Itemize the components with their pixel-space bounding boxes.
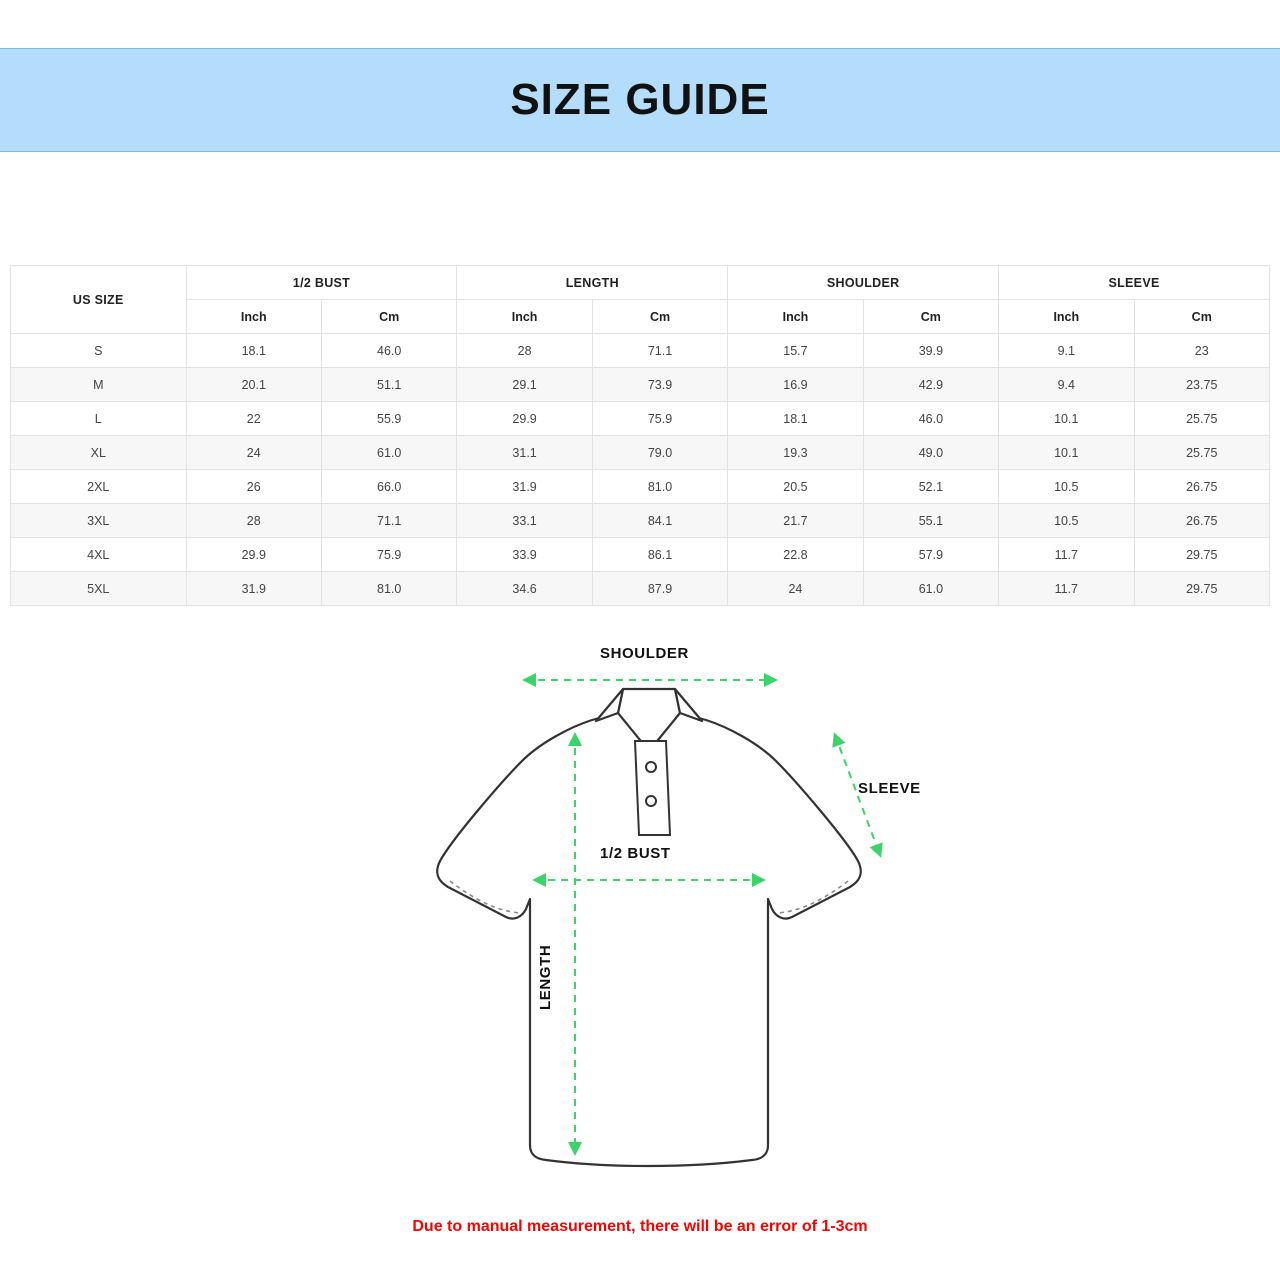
cell-shoulder-inch: 21.7 [728,504,863,538]
cell-length-cm: 73.9 [592,368,727,402]
cell-bust-inch: 22 [186,402,321,436]
cell-sleeve-inch: 10.1 [999,436,1134,470]
cell-sleeve-cm: 26.75 [1134,504,1270,538]
cell-sleeve-cm: 26.75 [1134,470,1270,504]
cell-bust-inch: 28 [186,504,321,538]
size-table-body [11,334,1270,606]
cell-bust-cm: 81.0 [321,572,456,606]
header-us-size: US SIZE [11,266,187,334]
cell-sleeve-inch: 10.1 [999,402,1134,436]
cell-shoulder-cm: 46.0 [863,402,998,436]
cell-length-cm: 87.9 [592,572,727,606]
polo-shirt-diagram [380,625,940,1185]
unit-length-inch: Inch [457,300,592,334]
table-row [11,504,1270,538]
cell-shoulder-cm: 42.9 [863,368,998,402]
cell-size: L [11,402,187,436]
cell-size: XL [11,436,187,470]
table-row [11,538,1270,572]
sleeve-label: SLEEVE [858,780,921,797]
table-row [11,572,1270,606]
cell-length-inch: 34.6 [457,572,592,606]
cell-sleeve-cm: 29.75 [1134,572,1270,606]
cell-shoulder-inch: 20.5 [728,470,863,504]
cell-bust-cm: 66.0 [321,470,456,504]
header-half-bust: 1/2 BUST [186,266,457,300]
cell-size: M [11,368,187,402]
cell-bust-cm: 51.1 [321,368,456,402]
cell-bust-inch: 18.1 [186,334,321,368]
polo-shirt-illustration-svg [380,625,940,1185]
cell-shoulder-inch: 18.1 [728,402,863,436]
cell-length-inch: 29.9 [457,402,592,436]
cell-shoulder-inch: 22.8 [728,538,863,572]
header-length: LENGTH [457,266,728,300]
cell-bust-inch: 24 [186,436,321,470]
unit-shoulder-inch: Inch [728,300,863,334]
size-table-head [11,266,1270,334]
cell-length-cm: 79.0 [592,436,727,470]
cell-shoulder-inch: 16.9 [728,368,863,402]
cell-length-inch: 33.9 [457,538,592,572]
cell-size: S [11,334,187,368]
header-shoulder: SHOULDER [728,266,999,300]
cell-sleeve-cm: 23 [1134,334,1270,368]
cell-shoulder-cm: 61.0 [863,572,998,606]
cell-length-inch: 31.1 [457,436,592,470]
group-header-row [11,266,1270,300]
cell-length-cm: 86.1 [592,538,727,572]
cell-size: 5XL [11,572,187,606]
page-title: SIZE GUIDE [510,75,770,124]
unit-sleeve-cm: Cm [1134,300,1270,334]
cell-length-cm: 81.0 [592,470,727,504]
cell-length-inch: 33.1 [457,504,592,538]
cell-sleeve-inch: 10.5 [999,470,1134,504]
half-bust-label: 1/2 BUST [600,845,671,862]
cell-sleeve-inch: 10.5 [999,504,1134,538]
cell-sleeve-inch: 9.4 [999,368,1134,402]
cell-sleeve-cm: 25.75 [1134,436,1270,470]
cell-bust-inch: 31.9 [186,572,321,606]
cell-shoulder-cm: 52.1 [863,470,998,504]
cell-length-cm: 84.1 [592,504,727,538]
cell-shoulder-inch: 19.3 [728,436,863,470]
cell-length-cm: 71.1 [592,334,727,368]
cell-shoulder-cm: 39.9 [863,334,998,368]
length-label: LENGTH [537,944,554,1010]
cell-bust-cm: 55.9 [321,402,456,436]
cell-length-inch: 31.9 [457,470,592,504]
cell-sleeve-inch: 11.7 [999,538,1134,572]
cell-shoulder-cm: 55.1 [863,504,998,538]
cell-shoulder-inch: 15.7 [728,334,863,368]
cell-shoulder-cm: 49.0 [863,436,998,470]
unit-sleeve-inch: Inch [999,300,1134,334]
cell-bust-inch: 20.1 [186,368,321,402]
cell-bust-cm: 61.0 [321,436,456,470]
cell-bust-cm: 75.9 [321,538,456,572]
cell-sleeve-cm: 29.75 [1134,538,1270,572]
unit-length-cm: Cm [592,300,727,334]
cell-length-inch: 28 [457,334,592,368]
cell-sleeve-cm: 25.75 [1134,402,1270,436]
unit-header-row [11,300,1270,334]
table-row [11,402,1270,436]
cell-length-cm: 75.9 [592,402,727,436]
cell-bust-cm: 46.0 [321,334,456,368]
measurement-disclaimer: Due to manual measurement, there will be an error of 1-3cm [412,1218,868,1235]
table-row [11,470,1270,504]
table-row [11,368,1270,402]
cell-size: 3XL [11,504,187,538]
cell-sleeve-inch: 11.7 [999,572,1134,606]
cell-shoulder-cm: 57.9 [863,538,998,572]
header-sleeve: SLEEVE [999,266,1270,300]
cell-sleeve-inch: 9.1 [999,334,1134,368]
cell-size: 2XL [11,470,187,504]
table-row [11,334,1270,368]
cell-length-inch: 29.1 [457,368,592,402]
unit-shoulder-cm: Cm [863,300,998,334]
page-header-banner [0,48,1280,152]
size-table [10,265,1270,606]
cell-bust-cm: 71.1 [321,504,456,538]
cell-sleeve-cm: 23.75 [1134,368,1270,402]
cell-bust-inch: 26 [186,470,321,504]
cell-bust-inch: 29.9 [186,538,321,572]
cell-shoulder-inch: 24 [728,572,863,606]
unit-bust-cm: Cm [321,300,456,334]
size-table-container [10,265,1270,606]
unit-bust-inch: Inch [186,300,321,334]
table-row [11,436,1270,470]
cell-size: 4XL [11,538,187,572]
shoulder-label: SHOULDER [600,645,689,662]
